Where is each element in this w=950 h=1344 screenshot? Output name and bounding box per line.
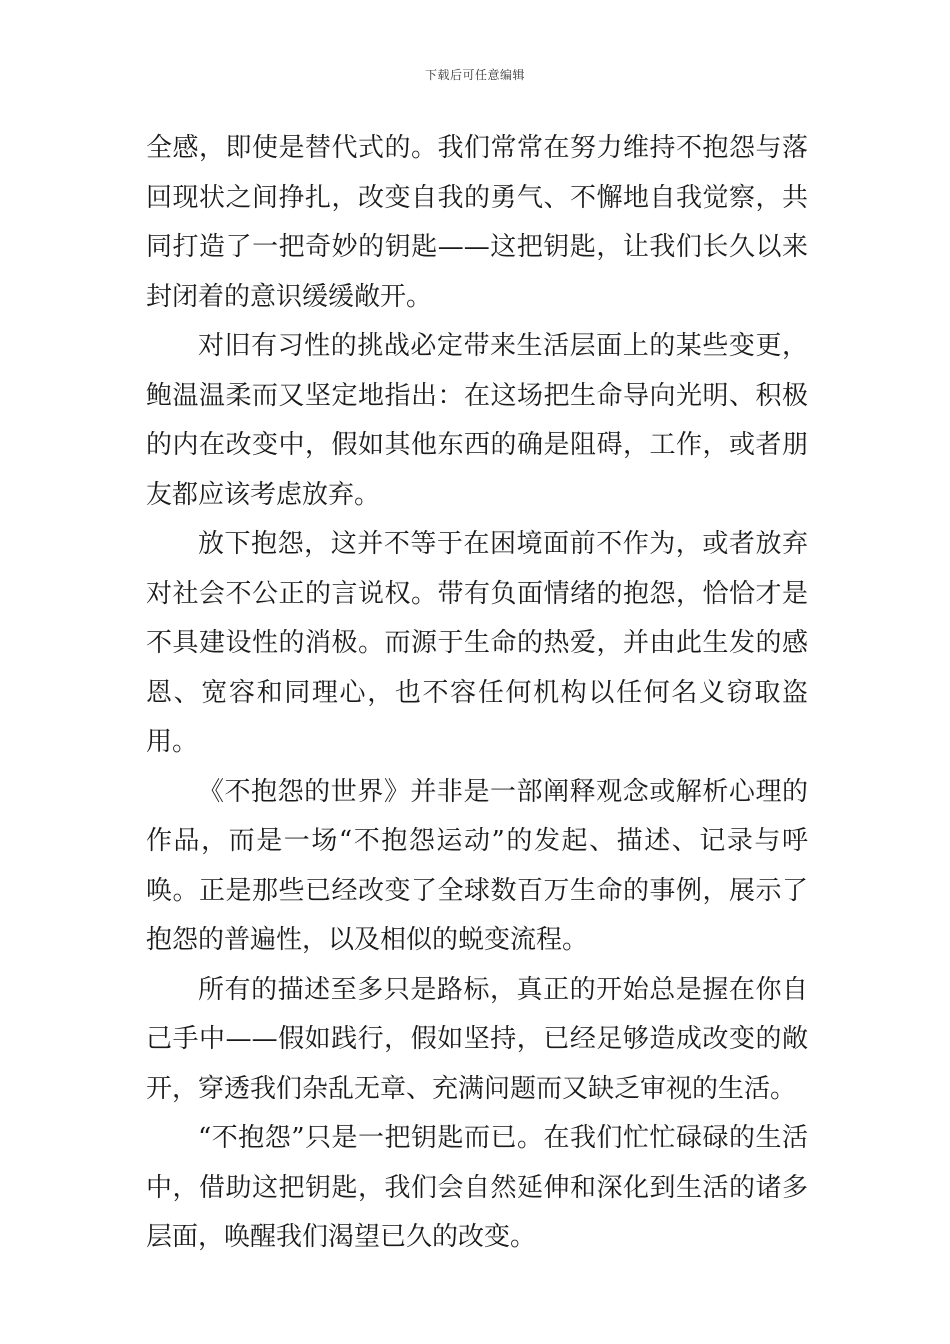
paragraph-6: “不抱怨”只是一把钥匙而已。在我们忙忙碌碌的生活中，借助这把钥匙，我们会自然延伸和深化到生活的诸多层面，唤醒我们渴望已久的改变。 — [146, 1123, 808, 1252]
paragraph-1: 全感，即使是替代式的。我们常常在努力维持不抱怨与落回现状之间挣扎，改变自我的勇气、不懈地自我觉察，共同打造了一把奇妙的钥匙——这把钥匙，让我们长久以来封闭着的意识缓缓敞开。 — [146, 133, 808, 312]
paragraph-3: 放下抱怨，这并不等于在困境面前不作为，或者放弃对社会不公正的言说权。带有负面情绪的抱怨，恰恰才是不具建设性的消极。而源于生命的热爱，并由此生发的感恩、宽容和同理心，也不容任何机构以任何名义窃取盗用。 — [146, 529, 808, 757]
paragraph-5: 所有的描述至多只是路标，真正的开始总是握在你自己手中——假如践行，假如坚持，已经足够造成改变的敞开，穿透我们杂乱无章、充满问题而又缺乏审视的生活。 — [146, 974, 808, 1104]
paragraph-4: 《不抱怨的世界》并非是一部阐释观念或解析心理的作品，而是一场“不抱怨运动”的发起、描述、记录与呼唤。正是那些已经改变了全球数百万生命的事例，展示了抱怨的普遍性，以及相似的蜕变流程。 — [146, 776, 808, 955]
document-body — [146, 124, 808, 1263]
header-note: 下载后可任意编辑 — [424, 68, 525, 82]
paragraph-2: 对旧有习性的挑战必定带来生活层面上的某些变更，鲍温温柔而又坚定地指出：在这场把生命导向光明、积极的内在改变中，假如其他东西的确是阻碍，工作，或者朋友都应该考虑放弃。 — [146, 331, 808, 510]
